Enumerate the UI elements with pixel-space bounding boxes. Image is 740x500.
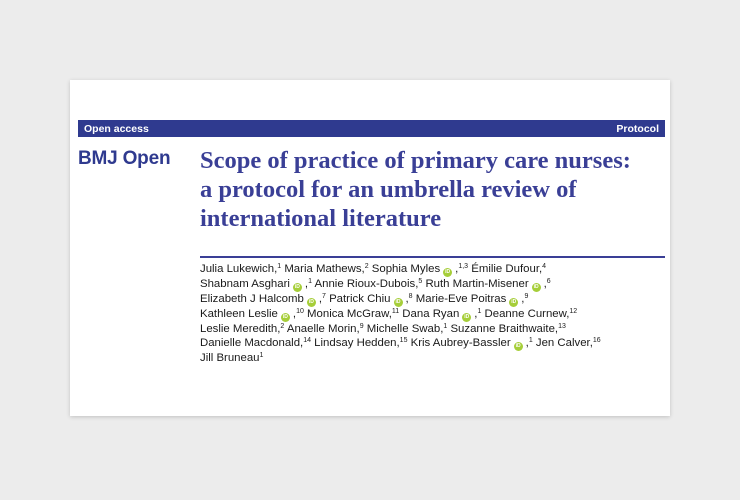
affiliation-sup: 7 <box>322 293 326 300</box>
affiliation-sup: 5 <box>418 278 423 285</box>
affiliation-sup: 1 <box>259 352 264 360</box>
author-name: Marie-Eve Poitras <box>412 293 507 305</box>
author-name: Suzanne Braithwaite, <box>447 323 559 335</box>
orcid-icon[interactable]: iD <box>395 299 401 305</box>
author-name: Annie Rioux-Dubois, <box>312 278 419 290</box>
author-list <box>200 262 666 365</box>
title-line-2: a protocol for an umbrella review of <box>200 176 577 203</box>
author-name: Patrick Chiu <box>325 293 391 305</box>
orcid-icon[interactable]: iD <box>445 269 451 275</box>
author-name: Émilie Dufour, <box>468 263 543 275</box>
author-name: Kris Aubrey-Bassler <box>407 337 511 350</box>
open-access-label: Open access <box>84 122 149 135</box>
article-page <box>70 80 670 416</box>
author-line-4: Kathleen Leslie iD ,$^{10}$ Monica McGraw,$^{11}$ Dana Ryan iD ,$^1$ Deanne Curnew,$^{12}$ <box>200 308 578 320</box>
affiliation-sup: 2 <box>364 263 369 270</box>
author-name: Julia Lukewich, <box>200 263 278 275</box>
article-type-label: Protocol <box>616 122 659 135</box>
author-name: Lindsay Hedden, <box>311 337 400 350</box>
orcid-icon[interactable]: iD <box>294 284 300 290</box>
affiliation-sup: 1 <box>477 308 482 315</box>
orcid-icon[interactable]: iD <box>515 343 521 350</box>
title-line-3: international literature <box>200 205 442 232</box>
author-name: Shabnam Asghari <box>200 278 290 290</box>
affiliation-sup: 8 <box>408 293 413 300</box>
author-name: Leslie Meredith, <box>200 323 281 335</box>
author-name: Michelle Swab, <box>363 323 444 335</box>
author-name: Sophia Myles <box>368 263 441 275</box>
affiliation-sup: 9 <box>524 293 529 300</box>
affiliation-sup: 6 <box>546 278 551 285</box>
orcid-icon[interactable]: iD <box>511 299 517 305</box>
author-line-7 <box>200 351 666 365</box>
affiliation-sup: 16 <box>592 337 601 345</box>
title-divider <box>200 256 665 258</box>
author-name: Danielle Macdonald, <box>200 337 304 350</box>
affiliation-sup: 4 <box>542 263 547 270</box>
orcid-icon[interactable]: iD <box>533 284 539 290</box>
author-name: Anaelle Morin, <box>284 323 360 335</box>
affiliation-sup: 11 <box>391 308 400 315</box>
author-name: Deanne Curnew, <box>481 308 570 320</box>
author-name: Jill Bruneau <box>200 352 260 365</box>
author-name: Monica McGraw, <box>303 308 392 320</box>
affiliation-sup: 1 <box>308 278 312 285</box>
author-line-2: Shabnam Asghari iD ,$^1$ Annie Rioux-Dubois,$^5$ Ruth Martin-Misener iD ,$^6$ <box>200 278 551 290</box>
orcid-icon[interactable]: iD <box>464 314 470 320</box>
author-name: Dana Ryan <box>399 308 460 320</box>
author-line-1: Julia Lukewich,$^1$ Maria Mathews,$^2$ Sophia Myles iD ,$^{1,3}$ Émilie Dufour,$^4$ <box>200 263 547 275</box>
article-title <box>200 146 666 233</box>
author-line-3: Elizabeth J Halcomb iD ,$^7$ Patrick Chiu iD ,$^8$ Marie-Eve Poitras iD ,$^9$ <box>200 293 529 305</box>
affiliation-sup: 2 <box>280 323 285 330</box>
author-line-6: Danielle Macdonald,$^{14}$ Lindsay Hedden,$^{15}$ Kris Aubrey-Bassler iD ,$^1$ Jen Calver,$^{16}$ <box>200 337 601 350</box>
affiliation-sup: 9 <box>359 323 364 330</box>
author-name: Kathleen Leslie <box>200 308 278 320</box>
title-line-1: Scope of practice of primary care nurses: <box>200 147 631 174</box>
affiliation-sup: 13 <box>558 323 566 330</box>
orcid-icon[interactable]: iD <box>282 314 288 320</box>
affiliation-sup: 15 <box>399 337 408 345</box>
affiliation-sup: 10 <box>296 308 304 315</box>
author-name: Maria Mathews, <box>281 263 365 275</box>
author-name: Ruth Martin-Misener <box>422 278 529 290</box>
author-line-5 <box>200 322 666 336</box>
header-banner <box>78 120 665 137</box>
affiliation-sup: 1 <box>443 323 448 330</box>
affiliation-sup: 1,3 <box>458 263 469 270</box>
affiliation-sup: 12 <box>569 308 578 315</box>
orcid-icon[interactable]: iD <box>308 299 314 305</box>
journal-name: BMJ Open <box>78 148 171 169</box>
affiliation-sup: 1 <box>277 263 282 270</box>
affiliation-sup: 14 <box>303 337 312 345</box>
affiliation-sup: 1 <box>528 337 533 345</box>
author-name: Jen Calver, <box>532 337 593 350</box>
author-name: Elizabeth J Halcomb <box>200 293 304 305</box>
